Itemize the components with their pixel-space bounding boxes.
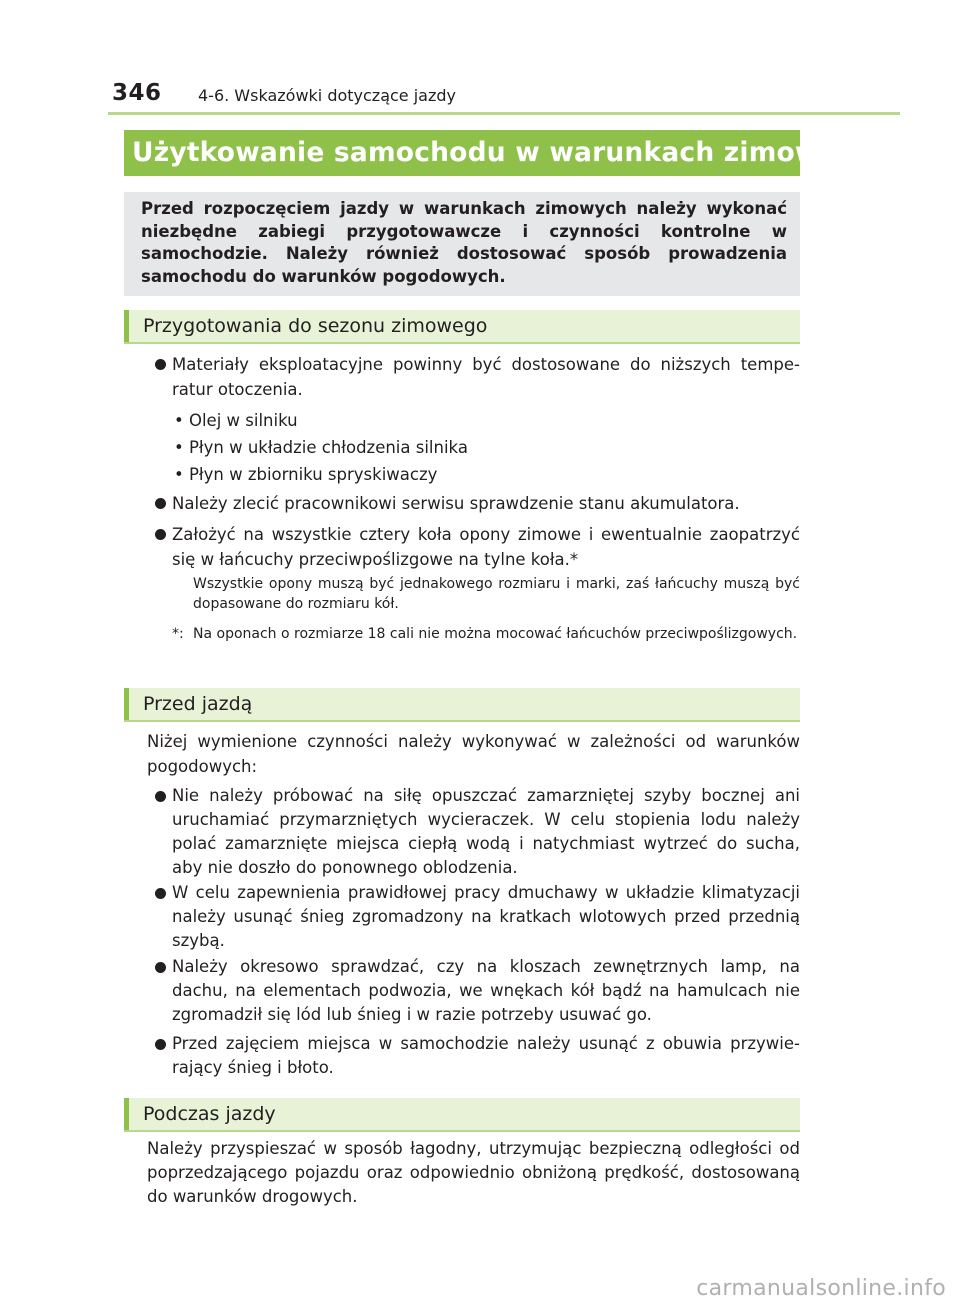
bullet-icon (155, 359, 166, 370)
watermark: carmanualsonline.info (696, 1276, 946, 1301)
list-item: Materiały eksploatacyjne powinny być dostosowane do niższych temperatur otoczenia. (172, 355, 800, 399)
bullet-icon (155, 962, 166, 973)
intro-text: Przed rozpoczęciem jazdy w warunkach zimowych należy wykonać niezbędne zabiegi przygotowawcze i czynności kontrolne w samochodzie. Należy również dostosować sposób prowadzenia samochodu do warunków pogodowych. (141, 199, 787, 286)
header-divider (108, 112, 900, 115)
section-underline (124, 342, 800, 344)
footnote-marker: *: (172, 626, 184, 642)
section-text: Należy przyspieszać w sposób łagodny, utrzymując bezpieczną odległości od poprzedzającego pojazdu oraz odpowiednio obniżoną prędkość, dostosowaną do warunków drogowych. (147, 1139, 800, 1206)
section-lead: Niżej wymienione czynności należy wykonywać w zależności od warunków pogodowych: (147, 732, 800, 776)
list-item: Należy okresowo sprawdzać, czy na kloszach zewnętrznych lamp, na dachu, na elementach podwozia, we wnękach kół bądź na hamulcach nie zgromadził się lód lub śnieg i w razie potrzeby usuwać go. (172, 957, 800, 1024)
section-underline (124, 1130, 800, 1132)
footnote: Na oponach o rozmiarze 18 cali nie można mocować łańcuchów przeciwpoślizgowych. (193, 626, 798, 642)
section-accent (124, 1098, 129, 1132)
chapter-title: 4-6. Wskazówki dotyczące jazdy (198, 86, 457, 105)
section-heading-label: Przed jazdą (143, 693, 253, 715)
list-item: Założyć na wszystkie cztery koła opony zimowe i ewentualnie zaopatrzyć się w łańcuchy przeciwpoślizgowe na tylne koła.* (172, 525, 800, 569)
page-title: Użytkowanie samochodu w warunkach zimowych (132, 137, 873, 168)
list-item: W celu zapewnienia prawidłowej pracy dmuchawy w układzie klimatyzacji należy usunąć śnieg zgromadzony na kratkach wlotowych przed przednią szybą. (172, 883, 800, 950)
page-header (0, 0, 960, 116)
section-accent (124, 688, 129, 722)
section-heading-label: Przygotowania do sezonu zimowego (143, 315, 488, 337)
section-heading-preparation (124, 310, 800, 344)
section-heading-before-driving (124, 688, 800, 722)
bullet-icon (155, 888, 166, 899)
section-underline (124, 720, 800, 722)
page-number: 346 (112, 80, 162, 106)
section-heading-while-driving (124, 1098, 800, 1132)
tire-note: Wszystkie opony muszą być jednakowego rozmiaru i marki, zaś łańcuchy muszą być dopasowane do rozmiaru kół. (193, 576, 800, 612)
sub-list-item: • Płyn w zbiorniku spryskiwaczy (174, 465, 438, 484)
bullet-icon (155, 498, 166, 509)
section-heading-label: Podczas jazdy (143, 1103, 276, 1125)
list-item: Nie należy próbować na siłę opuszczać zamarzniętej szyby bocznej ani uruchamiać przymarzniętych wycieraczek. W celu stopienia lodu należy polać zamarznięte miejsca ciepłą wodą i natychmiast wytrzeć do sucha, aby nie doszło do ponownego oblodzenia. (172, 786, 800, 877)
list-item: Należy zlecić pracownikowi serwisu sprawdzenie stanu akumulatora. (172, 494, 740, 513)
bullet-icon (155, 791, 166, 802)
list-item: Przed zajęciem miejsca w samochodzie należy usunąć z obuwia przywierający śnieg i błoto. (172, 1034, 800, 1077)
section-accent (124, 310, 129, 344)
sub-list-item: • Płyn w układzie chłodzenia silnika (174, 438, 468, 457)
bullet-icon (155, 1039, 166, 1050)
bullet-icon (155, 529, 166, 540)
sub-list-item: • Olej w silniku (174, 411, 298, 430)
